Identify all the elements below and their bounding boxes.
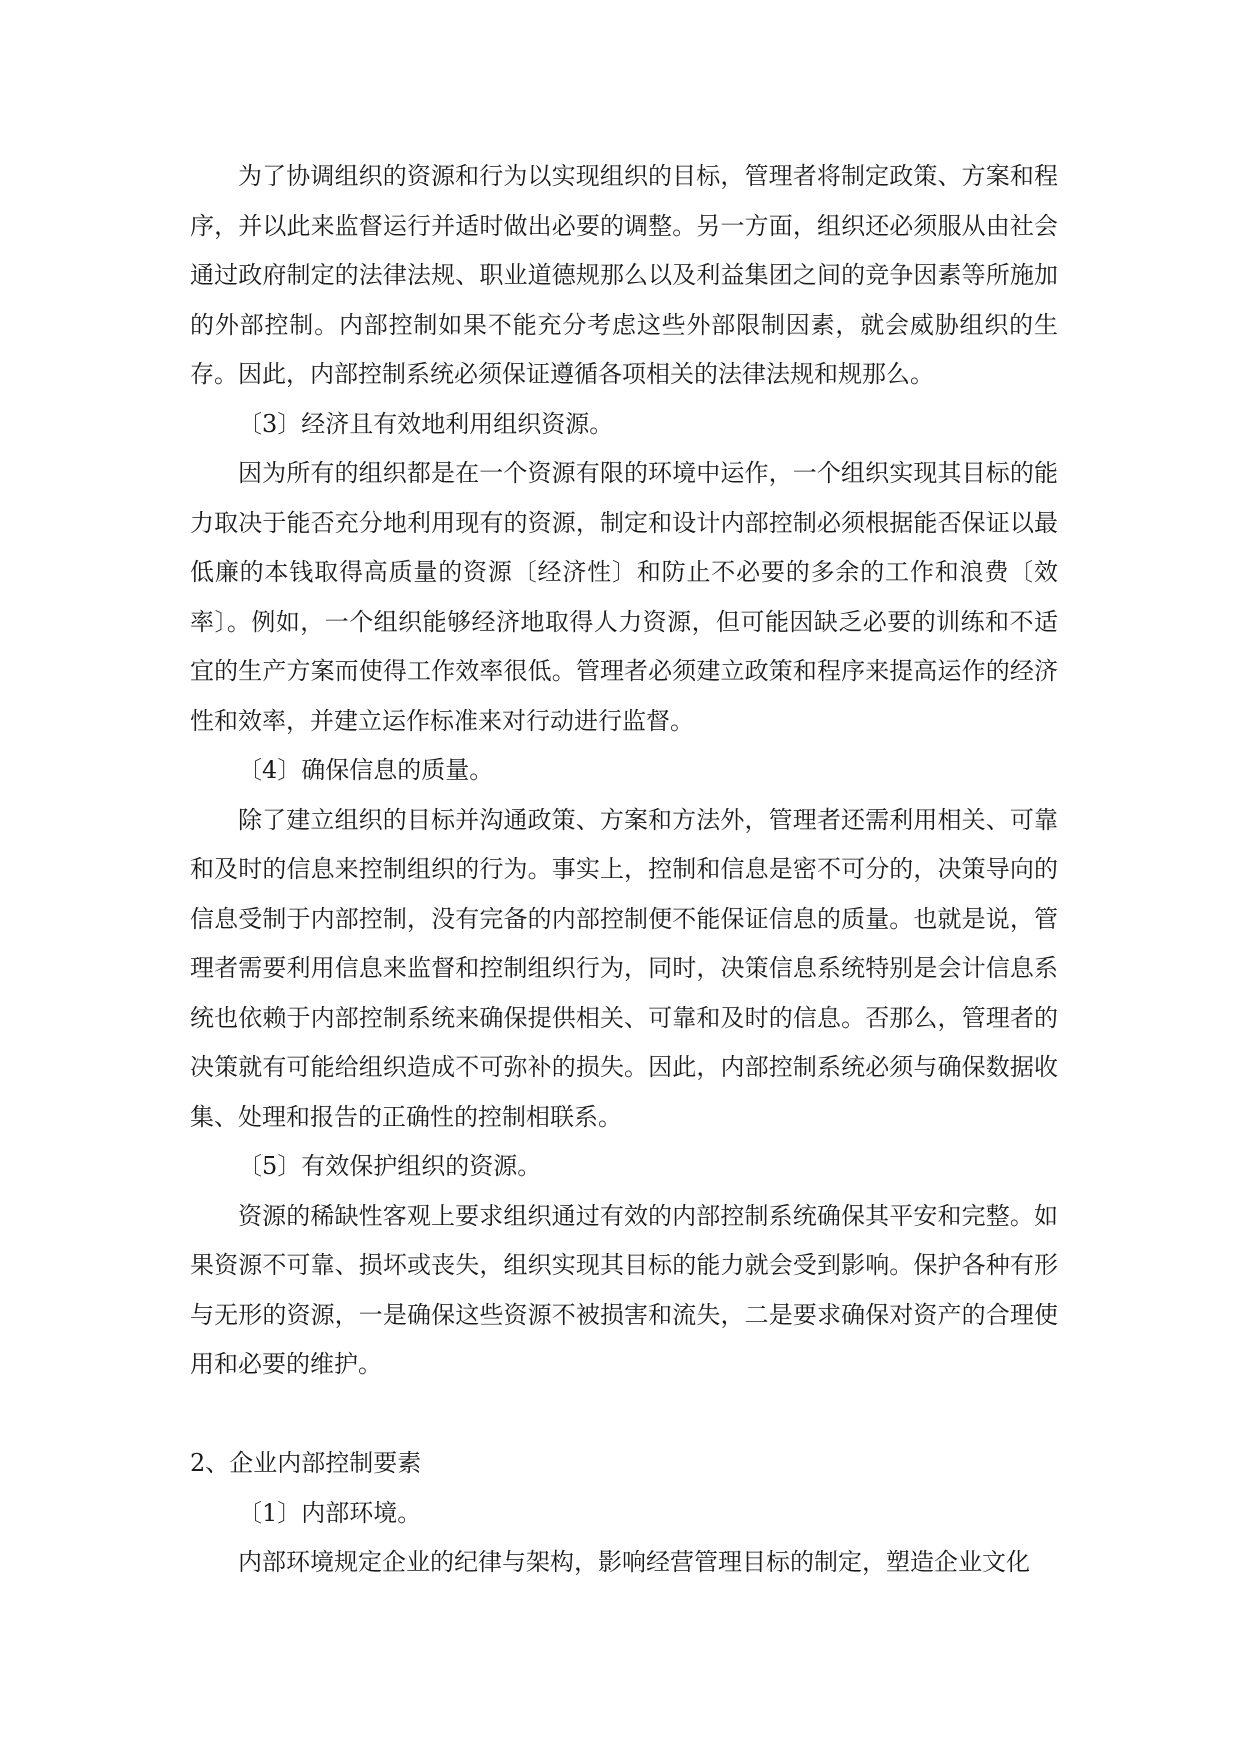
subheading-economic-use: 〔3〕经济且有效地利用组织资源。 (238, 409, 614, 438)
subheading-information-quality: 〔4〕确保信息的质量。 (238, 756, 494, 784)
document-body (190, 152, 1058, 1588)
subheading-protect-resources: 〔5〕有效保护组织的资源。 (238, 1152, 542, 1180)
paragraph-protect-resources: 资源的稀缺性客观上要求组织通过有效的内部控制系统确保其平安和完整。如果资源不可靠、损坏或丧失，组织实现其目标的能力就会受到影响。保护各种有形与无形的资源，一是确保这些资源不被损害和流失，二是要求确保对资产的合理使用和必要的维护。 (190, 1201, 1058, 1378)
paragraph-legal-compliance: 为了协调组织的资源和行为以实现组织的目标，管理者将制定政策、方案和程序，并以此来监督运行并适时做出必要的调整。另一方面，组织还必须服从由社会通过政府制定的法律法规、职业道德规那么以及利益集团之间的竞争因素等所施加的外部控制。内部控制如果不能充分考虑这些外部限制因素，就会威胁组织的生存。因此，内部控制系统必须保证遵循各项相关的法律法规和规那么。 (190, 162, 1058, 388)
subheading-internal-environment: 〔1〕内部环境。 (238, 1498, 422, 1527)
section-heading-control-elements: 2、企业内部控制要素 (190, 1449, 422, 1477)
paragraph-economic-use: 因为所有的组织都是在一个资源有限的环境中运作，一个组织实现其目标的能力取决于能否充分地利用现有的资源，制定和设计内部控制必须根据能否保证以最低廉的本钱取得高质量的资源〔经济性〕和防止不必要的多余的工作和浪费〔效率〕。例如，一个组织能够经济地取得人力资源，但可能因缺乏必要的训练和不适宜的生产方案而使得工作效率很低。管理者必须建立政策和程序来提高运作的经济性和效率，并建立运作标准来对行动进行监督。 (190, 459, 1058, 735)
paragraph-internal-environment: 内部环境规定企业的纪律与架构，影响经营管理目标的制定，塑造企业文化 (238, 1548, 1030, 1576)
section-spacer (190, 1390, 1058, 1440)
paragraph-information-quality: 除了建立组织的目标并沟通政策、方案和方法外，管理者还需利用相关、可靠和及时的信息来控制组织的行为。事实上，控制和信息是密不可分的，决策导向的信息受制于内部控制，没有完备的内部控制便不能保证信息的质量。也就是说，管理者需要利用信息来监督和控制组织行为，同时，决策信息系统特别是会计信息系统也依赖于内部控制系统来确保提供相关、可靠和及时的信息。否那么，管理者的决策就有可能给组织造成不可弥补的损失。因此，内部控制系统必须与确保数据收集、处理和报告的正确性的控制相联系。 (190, 805, 1058, 1131)
